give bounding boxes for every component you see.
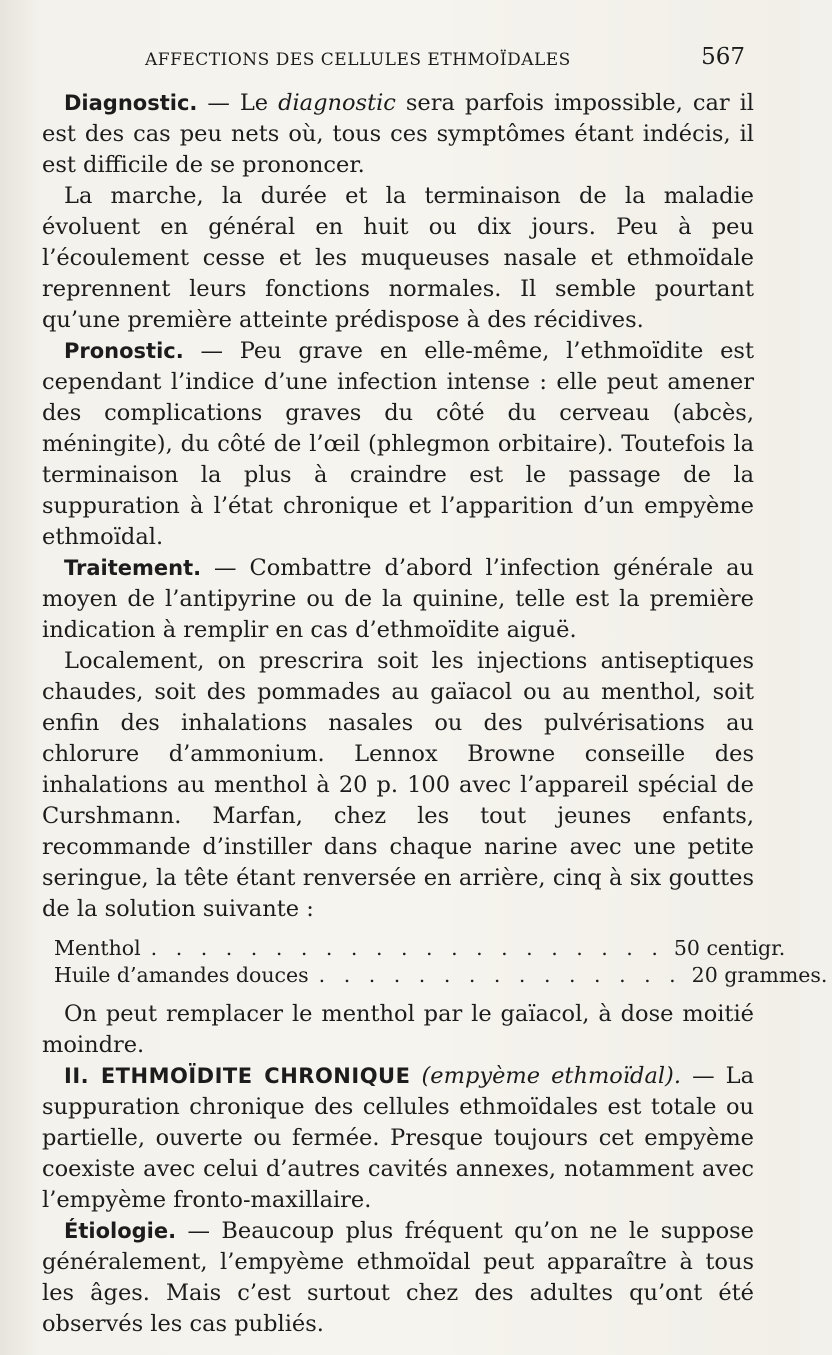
diagnostic-emphasis: diagnostic [278, 90, 396, 116]
prescription-row [54, 962, 828, 989]
prescription-row [54, 935, 786, 962]
paragraph-localement: Localement, on prescrira soit les injections antiseptiques chaudes, soit des pommades au gaïacol ou au menthol, soit enfin des inhalations nasales ou des pulvérisations au chlorure d’ammonium. Lennox Browne conseille des inhalations au menthol à 20 p. 100 avec l’appareil spécial de Curshmann. Marfan, chez les tout jeunes enfants, recommande d’instiller dans chaque narine avec une petite seringue, la tête étant renversée en arrière, cinq à six gouttes de la solution suivante : [42, 648, 754, 922]
pronostic-text: — Peu grave en elle-même, l’ethmoïdite est cependant l’indice d’une infection intense : elle peut amener des complications graves du côté du cerveau (abcès, méningite), du côté de l’œil (phlegmon orbitaire). Toutefois la terminaison la plus à craindre est le passage de la suppuration à l’état chronique et l’apparition d’un empyème ethmoïdal. [42, 338, 754, 550]
leader-dots: . . . . . . . . . . . . . . . [318, 963, 682, 987]
page-header [145, 44, 745, 80]
paragraph-chronique [42, 1061, 754, 1216]
paragraph-pronostic [42, 336, 754, 553]
prescription-table [54, 935, 828, 989]
traitement-text: — Combattre d’abord l’infection générale au moyen de l’antipyrine ou de la quinine, telle est la première indication à remplir en cas d’ethmoïdite aiguë. [42, 555, 754, 643]
paragraph-marche: La marche, la durée et la terminaison de la maladie évoluent en général en huit ou dix jours. Peu à peu l’écoulement cesse et les muqueuses nasale et ethmoïdale reprennent leurs fonctions normales. Il semble pourtant qu’une première atteinte prédispose à des récidives. [42, 183, 754, 333]
ingredient-quantity: 20 grammes. [691, 963, 828, 987]
page-body [42, 88, 828, 1340]
paragraph-diagnostic [42, 88, 754, 181]
heading-pronostic: Pronostic. [64, 339, 184, 363]
leader-dots: . . . . . . . . . . . . . . . . . . . . . [150, 936, 664, 960]
diagnostic-text-2: sera parfois impossible, car il est des cas peu nets où, tous ces symptômes étant indécis, il est difficile de se prononcer. [42, 90, 754, 178]
heading-traitement: Traitement. [64, 556, 202, 580]
heading-diagnostic: Diagnostic. [64, 91, 198, 115]
ingredient-name: Menthol [54, 936, 141, 960]
chronique-text: — La suppuration chronique des cellules ethmoïdales est totale ou partielle, ouverte ou fermée. Presque toujours cet empyème coexiste avec celui d’autres cavités annexes, notamment avec l’empyème fronto-maxillaire. [42, 1063, 754, 1213]
diagnostic-text-1: — Le [197, 90, 279, 116]
etiologie-text: — Beaucoup plus fréquent qu’on ne le suppose généralement, l’empyème ethmoïdal peut apparaître à tous les âges. Mais c’est surtout chez des adultes qu’ont été observés les cas publiés. [42, 1218, 754, 1337]
page-number: 567 [701, 44, 745, 70]
ingredient-name: Huile d’amandes douces [54, 963, 309, 987]
paragraph-traitement [42, 553, 754, 646]
chronique-subtitle: (empyème ethmoïdal). [421, 1063, 681, 1089]
ingredient-quantity: 50 centigr. [673, 936, 786, 960]
paragraph-etiologie [42, 1216, 754, 1340]
running-head: AFFECTIONS DES CELLULES ETHMOÏDALES [145, 50, 571, 70]
paragraph-replace: On peut remplacer le menthol par le gaïacol, à dose moitié moindre. [42, 1001, 754, 1058]
heading-etiologie: Étiologie. [64, 1219, 177, 1243]
section-title-chronique: II. ETHMOÏDITE CHRONIQUE [64, 1064, 411, 1088]
